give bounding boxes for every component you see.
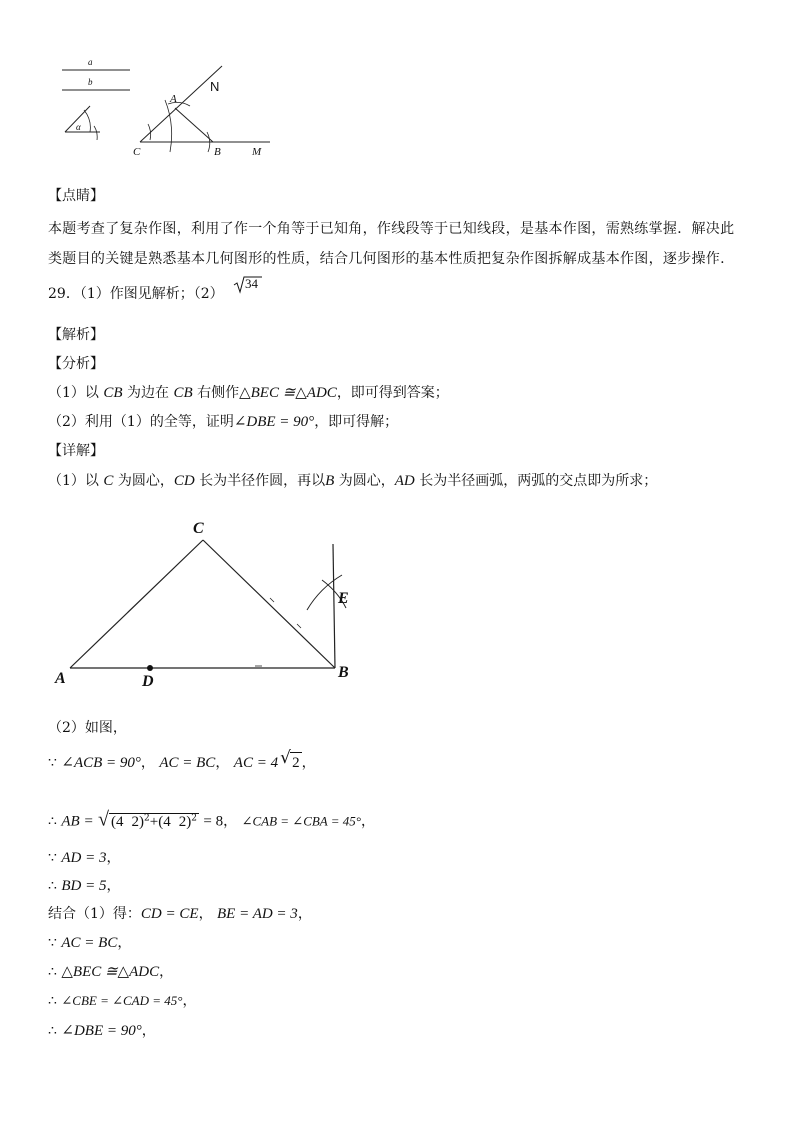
alpha-arc-2 — [94, 126, 97, 140]
math-cb: CB — [173, 385, 193, 401]
fig2-label-E: E — [338, 590, 349, 607]
part2-line-9: ∴ ∠DBE = 90°， — [48, 1023, 156, 1039]
part2-line-1: ∵ ∠ACB = 90°， AC = BC， AC = 4 2 √ ， — [48, 748, 316, 771]
therefore-symbol: ∴ — [48, 813, 57, 830]
figure-2-triangle — [0, 520, 800, 720]
math-congruence: △BEC ≅△ADC — [239, 385, 337, 401]
segment-be — [333, 544, 335, 668]
fig1-label-M: M — [252, 146, 262, 158]
q29-answer — [48, 284, 224, 304]
math-cb: CB — [103, 385, 123, 401]
math-angle-dbe: ∠DBE = 90° — [233, 414, 315, 430]
part2-line-6: ∵ AC = BC， — [48, 935, 132, 951]
point-d — [147, 665, 153, 671]
side-cb — [203, 540, 335, 668]
fig2-label-D: D — [142, 673, 154, 690]
figure-1-construction — [0, 0, 800, 170]
fig1-label-C: C — [133, 146, 141, 158]
q29-answer-part1: （1）作图见解析；（2） — [79, 286, 224, 302]
fig2-label-A: A — [55, 670, 66, 687]
tick-mark — [297, 624, 301, 628]
fenxi-header: 【分析】 — [48, 356, 104, 372]
part2-line-3: ∵ AD = 3， — [48, 850, 121, 866]
fig1-label-N: N — [210, 79, 220, 94]
fenxi-line-1: （1）以 CB 为边在 CB 右侧作△BEC ≅△ADC，即可得到答案； — [48, 385, 449, 401]
ray-cn — [140, 66, 222, 142]
part2-line-4: ∴ BD = 5， — [48, 878, 121, 894]
analysis-header: 【解析】 — [48, 327, 104, 343]
alpha-arc — [84, 110, 90, 132]
fig1-label-B: B — [214, 146, 221, 158]
sqrt-34-value: 34 — [245, 276, 258, 291]
part2-line-7: ∴ △BEC ≅△ADC， — [48, 964, 174, 980]
part2-line-2: ∴ AB = √ (4 2)$^2$+(4 2)$^2$ = 8， ∠CAB = ∠CBA = 45°， — [48, 808, 375, 831]
construction-arc-c — [165, 100, 172, 152]
fig2-label-C: C — [193, 520, 204, 537]
fig2-label-B: B — [338, 664, 349, 681]
tick-mark — [270, 598, 274, 602]
construction-arc-small — [148, 124, 151, 140]
xiangjie-header: 【详解】 — [48, 443, 104, 459]
because-symbol: ∵ — [48, 755, 57, 771]
q29-number: 29． — [48, 286, 80, 302]
hint-header: 【点睛】 — [48, 188, 104, 204]
part2-line-8: ∴ ∠CBE = ∠CAD = 45°， — [48, 993, 197, 1009]
side-ac — [70, 540, 203, 668]
sqrt-2: 2 √ — [280, 748, 300, 771]
segment-ab — [175, 108, 213, 142]
xiangjie-line-1: （1）以 C 为圆心，CD 长为半径作圆，再以B 为圆心，AD 长为半径画弧，两弧的交点即为所求； — [48, 473, 658, 489]
fig1-label-A: A — [170, 93, 177, 105]
big-sqrt: (4 2)$^2$+(4 2)$^2$ — [111, 813, 197, 830]
label-alpha: α — [76, 122, 81, 132]
part2-intro: （2）如图， — [48, 720, 127, 736]
arc-from-c — [307, 575, 342, 610]
hint-text: 本题考查了复杂作图，利用了作一个角等于已知角，作线段等于已知线段，是基本作图，需熟练掌握．解决此类题目的关键是熟悉基本几何图形的性质，结合几何图形的基本性质把复杂作图拆解成基本作图，逐步操作. — [48, 221, 735, 267]
part2-line-5: 结合（1）得：CD = CE， BE = AD = 3， — [48, 906, 312, 922]
label-b: b — [88, 77, 93, 87]
label-a: a — [88, 57, 93, 67]
fenxi-line-2: （2）利用（1）的全等，证明∠DBE = 90°，即可得解； — [48, 414, 399, 430]
